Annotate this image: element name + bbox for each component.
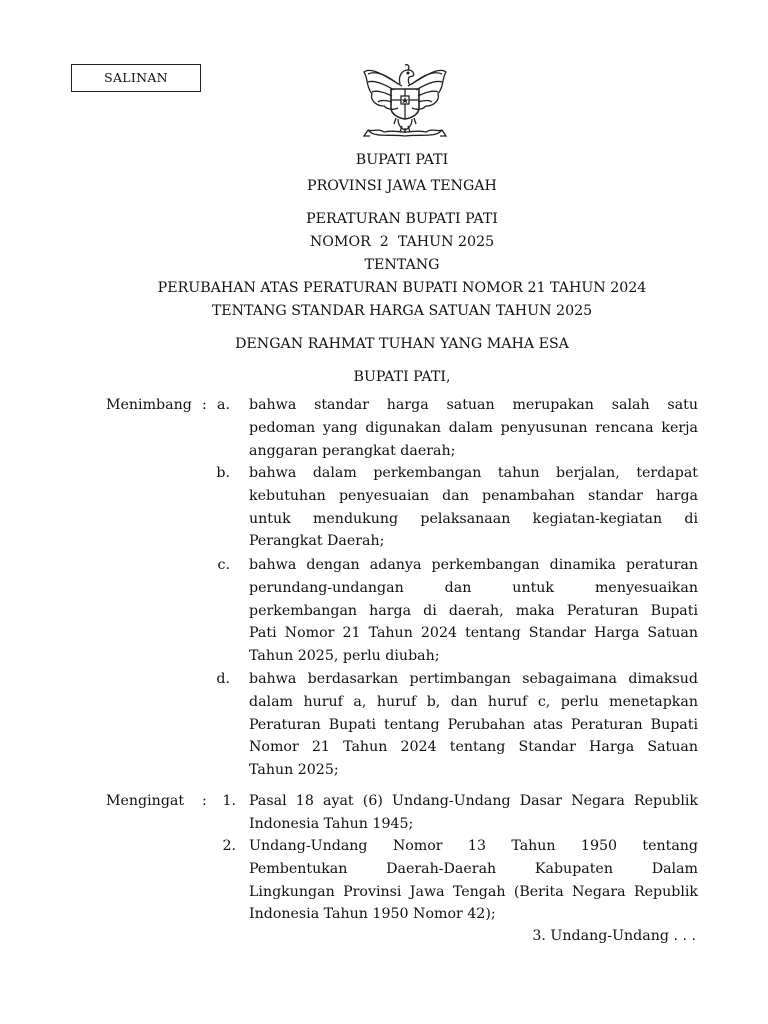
menimbang-item-b-mark: b. — [216, 465, 230, 481]
mengingat-item-2-mark: 2. — [222, 838, 236, 854]
text-line: Pati Nomor 21 Tahun 2024 tentang Standar Harga Satuan — [249, 625, 698, 642]
menimbang-item-d — [249, 668, 698, 782]
text-line: Indonesia Tahun 1945; — [249, 815, 414, 832]
menimbang-item-c-mark: c. — [217, 557, 230, 573]
garuda-pancasila-emblem — [358, 56, 452, 144]
text-line: untuk mendukung pelaksanaan kegiatan-kegiatan di — [249, 510, 698, 527]
blessing-line: DENGAN RAHMAT TUHAN YANG MAHA ESA — [235, 336, 569, 352]
text-line: anggaran perangkat daerah; — [249, 442, 456, 459]
text-line: Undang-Undang Nomor 13 Tahun 1950 tentang — [249, 838, 698, 854]
text-line: bahwa berdasarkan pertimbangan sebagaimana dimaksud — [249, 671, 698, 687]
salinan-stamp: SALINAN — [71, 64, 201, 92]
text-line: Nomor 21 Tahun 2024 tentang Standar Harga Satuan — [249, 739, 698, 756]
menimbang-item-b — [249, 462, 698, 553]
mengingat-colon: : — [202, 793, 207, 809]
text-line: bahwa standar harga satuan merupakan salah satu — [249, 397, 698, 413]
text-line: Indonesia Tahun 1950 Nomor 42); — [249, 906, 496, 923]
text-line: Tahun 2025; — [249, 762, 339, 779]
authority-line: BUPATI PATI, — [353, 369, 451, 385]
menimbang-item-c — [249, 554, 698, 668]
text-line: Tahun 2025, perlu diubah; — [249, 648, 440, 665]
text-line: Peraturan Bupati tentang Perubahan atas Peraturan Bupati — [249, 716, 698, 733]
menimbang-label: Menimbang — [106, 397, 192, 413]
text-line: bahwa dengan adanya perkembangan dinamika peraturan — [249, 557, 698, 573]
menimbang-colon: : — [202, 397, 207, 413]
menimbang-item-a-mark: a. — [217, 397, 230, 413]
province-title: PROVINSI JAWA TENGAH — [307, 178, 497, 194]
regulation-number: NOMOR 2 TAHUN 2025 — [309, 234, 495, 250]
text-line: perundang-undangan dan untuk menyesuaikan — [249, 579, 698, 596]
page-continuation: 3. Undang-Undang . . . — [532, 928, 696, 944]
mengingat-label: Mengingat — [106, 793, 185, 809]
text-line: Pasal 18 ayat (6) Undang-Undang Dasar Negara Republik — [249, 793, 698, 809]
mengingat-item-1-mark: 1. — [222, 793, 236, 809]
mengingat-item-2 — [249, 835, 698, 926]
text-line: dalam huruf a, huruf b, dan huruf c, perlu menetapkan — [249, 693, 698, 710]
regulation-title: PERATURAN BUPATI PATI — [306, 211, 498, 227]
about-label: TENTANG — [364, 257, 440, 273]
office-title: BUPATI PATI — [355, 152, 449, 168]
text-line: kebutuhan penyesuaian dan penambahan standar harga — [249, 487, 698, 504]
text-line: bahwa dalam perkembangan tahun berjalan, terdapat — [249, 465, 698, 481]
subject-line-2: TENTANG STANDAR HARGA SATUAN TAHUN 2025 — [211, 303, 593, 319]
text-line: Pembentukan Daerah-Daerah Kabupaten Dalam — [249, 860, 698, 877]
mengingat-item-1 — [249, 790, 698, 836]
text-line: Perangkat Daerah; — [249, 533, 385, 550]
subject-line-1: PERUBAHAN ATAS PERATURAN BUPATI NOMOR 21 TAHUN 2024 — [157, 280, 647, 296]
menimbang-item-a — [249, 394, 698, 462]
text-line: Lingkungan Provinsi Jawa Tengah (Berita Negara Republik — [249, 883, 698, 900]
menimbang-item-d-mark: d. — [216, 671, 230, 687]
text-line: pedoman yang digunakan dalam penyusunan rencana kerja — [249, 419, 698, 436]
text-line: perkembangan harga di daerah, maka Peraturan Bupati — [249, 602, 698, 619]
